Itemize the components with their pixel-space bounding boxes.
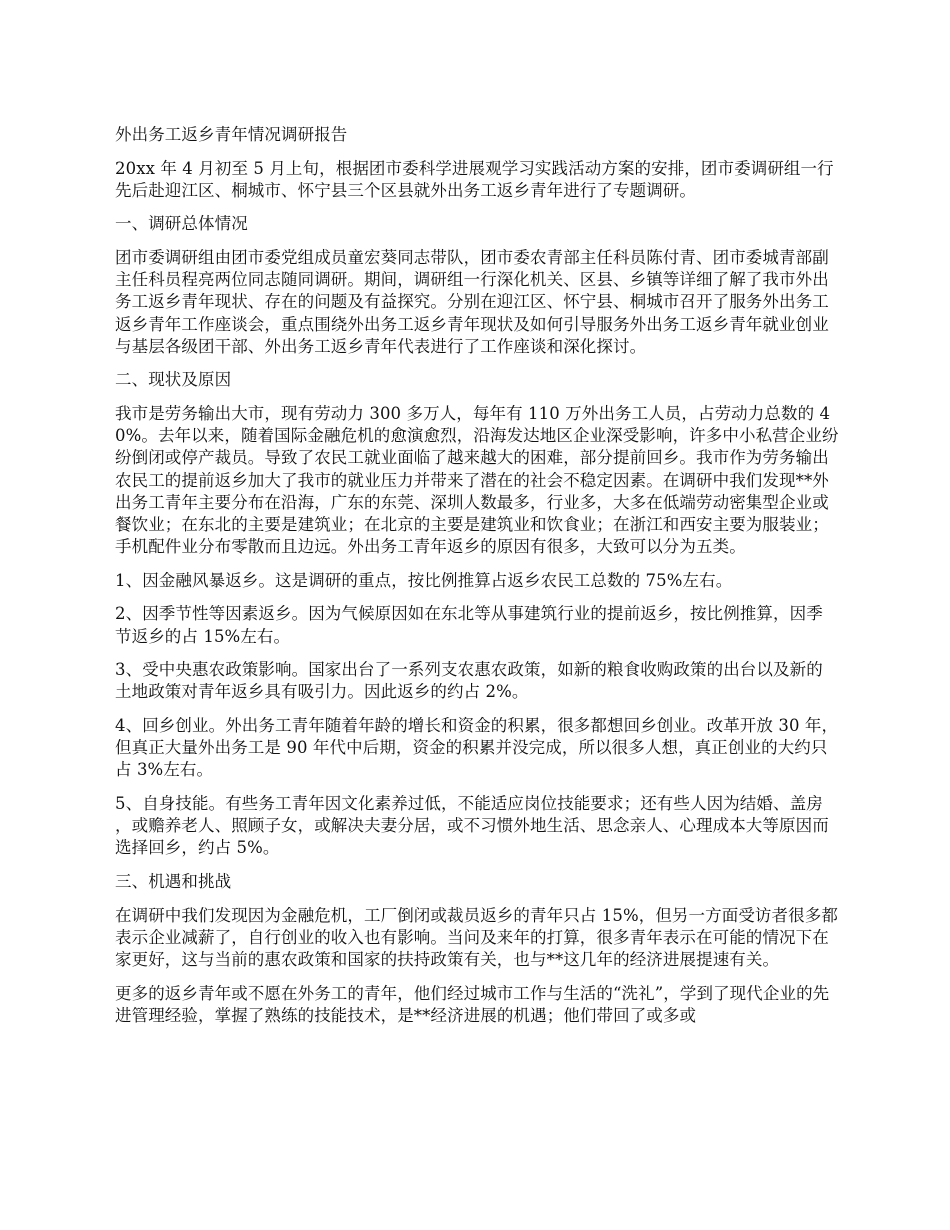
- reason-item-4: 4、回乡创业。外出务工青年随着年龄的增长和资金的积累，很多都想回乡创业。改革开放 30 年，但真正大量外出务工是 90 年代中后期，资金的积累并没完成，所以很多人想，真正创业的大约只占 3%左右。: [115, 715, 839, 780]
- reason-item-3: 3、受中央惠农政策影响。国家出台了一系列支农惠农政策，如新的粮食收购政策的出台以及新的土地政策对青年返乡具有吸引力。因此返乡的约占 2%。: [115, 660, 823, 702]
- intro-paragraph: 20xx 年 4 月初至 5 月上旬，根据团市委科学进展观学习实践活动方案的安排，团市委调研组一行先后赴迎江区、桐城市、怀宁县三个区县就外出务工返乡青年进行了专题调研。: [115, 158, 834, 200]
- section-1-heading: 一、调研总体情况: [115, 214, 248, 234]
- section-3-heading: 三、机遇和挑战: [115, 871, 232, 891]
- section-3-paragraph-1: 在调研中我们发现因为金融危机，工厂倒闭或裁员返乡的青年只占 15%，但另一方面受访者很多都表示企业减薪了，自行创业的收入也有影响。当问及来年的打算，很多青年表示在可能的情况下在家更好，这与当前的惠农政策和国家的扶持政策有关，也与**这几年的经济进展提速有关。: [115, 905, 838, 969]
- document-title: 外出务工返乡青年情况调研报告: [115, 125, 348, 144]
- reason-item-1: 1、因金融风暴返乡。这是调研的重点，按比例推算占返乡农民工总数的 75%左右。: [115, 570, 733, 590]
- section-3-paragraph-2: 更多的返乡青年或不愿在外务工的青年，他们经过城市工作与生活的“洗礼”，学到了现代企业的先进管理经验，掌握了熟练的技能技术，是**经济进展的机遇；他们带回了或多或: [115, 983, 830, 1025]
- reason-item-2: 2、因季节性等因素返乡。因为气候原因如在东北等从事建筑行业的提前返乡，按比例推算，因季节返乡的占 15%左右。: [115, 604, 823, 646]
- reason-item-5: 5、自身技能。有些务工青年因文化素养过低，不能适应岗位技能要求；还有些人因为结婚、盖房，或赡养老人、照顾子女，或解决夫妻分居，或不习惯外地生活、思念亲人、心理成本大等原因而选择回乡，约占 5%。: [115, 793, 829, 858]
- document-body: [115, 124, 839, 1038]
- section-2-heading: 二、现状及原因: [115, 370, 232, 390]
- section-2-paragraph: 我市是劳务输出大市，现有劳动力 300 多万人，每年有 110 万外出务工人员，占劳动力总数的 40%。去年以来，随着国际金融危机的愈演愈烈，沿海发达地区企业深受影响，许多中小私营企业纷纷倒闭或停产裁员。导致了农民工就业面临了越来越大的困难，部分提前回乡。我市作为劳务输出农民工的提前返乡加大了我市的就业压力并带来了潜在的社会不稳定因素。在调研中我们发现**外出务工青年主要分布在沿海，广东的东莞、深圳人数最多，行业多，大多在低端劳动密集型企业或餐饮业；在东北的主要是建筑业；在北京的主要是建筑业和饮食业；在浙江和西安主要为服装业；手机配件业分布零散而且边远。外出务工青年返乡的原因有很多，大致可以分为五类。: [115, 403, 839, 557]
- section-1-paragraph: 团市委调研组由团市委党组成员童宏葵同志带队，团市委农青部主任科员陈付青、团市委城青部副主任科员程亮两位同志随同调研。期间，调研组一行深化机关、区县、乡镇等详细了解了我市外出务工返乡青年现状、存在的问题及有益探究。分别在迎江区、怀宁县、桐城市召开了服务外出务工返乡青年工作座谈会，重点围绕外出务工返乡青年现状及如何引导服务外出务工返乡青年就业创业与基层各级团干部、外出务工返乡青年代表进行了工作座谈和深化探讨。: [115, 247, 829, 356]
